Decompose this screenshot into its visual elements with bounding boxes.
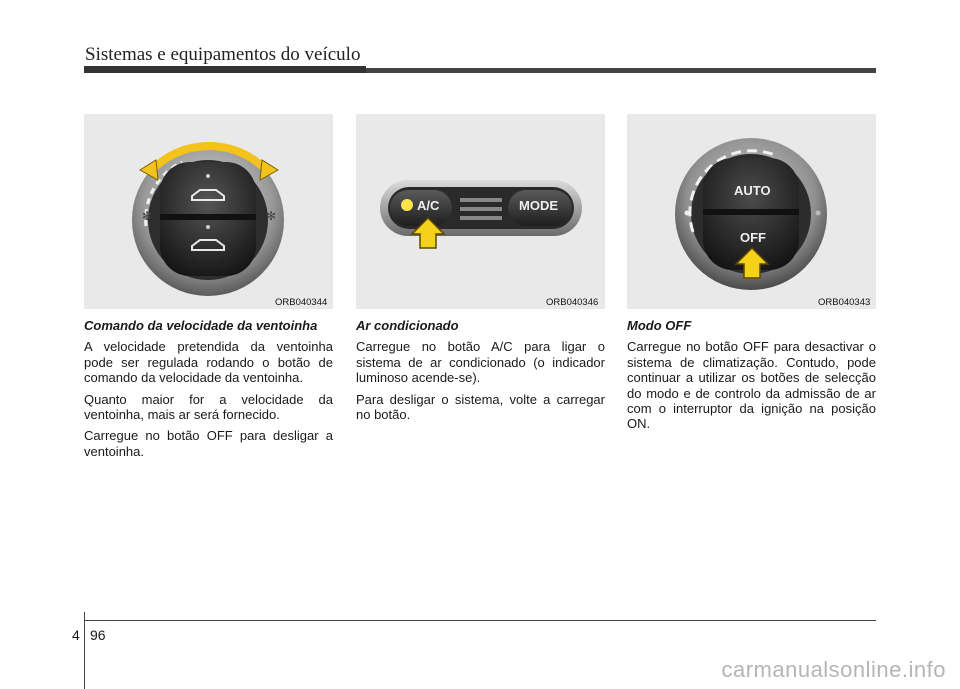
scale-dot-left <box>685 211 690 216</box>
paragraph: A velocidade pretendida da ventoinha pode ser regulada rodando o botão de comando da velocidade da ventoinha. <box>84 339 333 386</box>
ac-button-illustration <box>356 114 605 309</box>
paragraph: Carregue no botão OFF para desligar a ventoinha. <box>84 428 333 459</box>
slot-line-2 <box>460 207 502 211</box>
fan-low-icon: ✻ <box>142 209 153 223</box>
off-knob-illustration <box>627 114 876 309</box>
paragraph: Carregue no botão OFF para desactivar o sistema de climatização. Contudo, pode continuar a utilizar os botões de selecção do modo e de controlo da admissão de ar com o interruptor da ignição na posição ON. <box>627 339 876 432</box>
figure-ac-button <box>356 114 605 309</box>
page-header-title: Sistemas e equipamentos do veículo <box>85 44 361 65</box>
section-title: Ar condicionado <box>356 318 459 333</box>
section-off-mode <box>627 318 876 438</box>
figure-code-2: ORB040346 <box>546 297 599 308</box>
fan-high-icon: ✻ <box>266 209 277 223</box>
fan-knob-illustration <box>84 114 333 309</box>
paragraph: Quanto maior for a velocidade da ventoinha, mais ar será fornecido. <box>84 391 333 423</box>
section-air-conditioning <box>356 318 605 428</box>
section-fan-speed <box>84 318 333 465</box>
figure-code-3: ORB040343 <box>818 297 871 308</box>
mode-label: MODE <box>519 198 558 213</box>
off-label: OFF <box>740 230 766 245</box>
section-title: Comando da velocidade da ventoinha <box>84 318 318 333</box>
scale-dot-right <box>816 211 821 216</box>
chapter-number: 4 <box>72 627 80 643</box>
paragraph: Para desligar o sistema, volte a carregar no botão. <box>356 391 605 423</box>
knob-divider <box>703 209 799 215</box>
section-title: Modo OFF <box>627 318 692 333</box>
footer-horizontal-rule <box>84 620 876 621</box>
paragraph: Carregue no botão A/C para ligar o sistema de ar condicionado (o indicador luminoso acende-se). <box>356 339 605 386</box>
knob-divider <box>160 214 256 220</box>
figure-fan-speed-knob <box>84 114 333 309</box>
slot-line-1 <box>460 198 502 202</box>
figure-off-button <box>627 114 876 309</box>
ac-label: A/C <box>417 198 440 213</box>
ac-indicator-light <box>401 199 413 211</box>
watermark: carmanualsonline.info <box>721 657 946 682</box>
header-rule-accent <box>84 66 366 73</box>
footer-vertical-rule <box>84 612 85 689</box>
slot-line-3 <box>460 216 502 220</box>
figure-code-1: ORB040344 <box>275 297 328 308</box>
page-number: 96 <box>90 627 106 643</box>
auto-label: AUTO <box>734 183 771 198</box>
